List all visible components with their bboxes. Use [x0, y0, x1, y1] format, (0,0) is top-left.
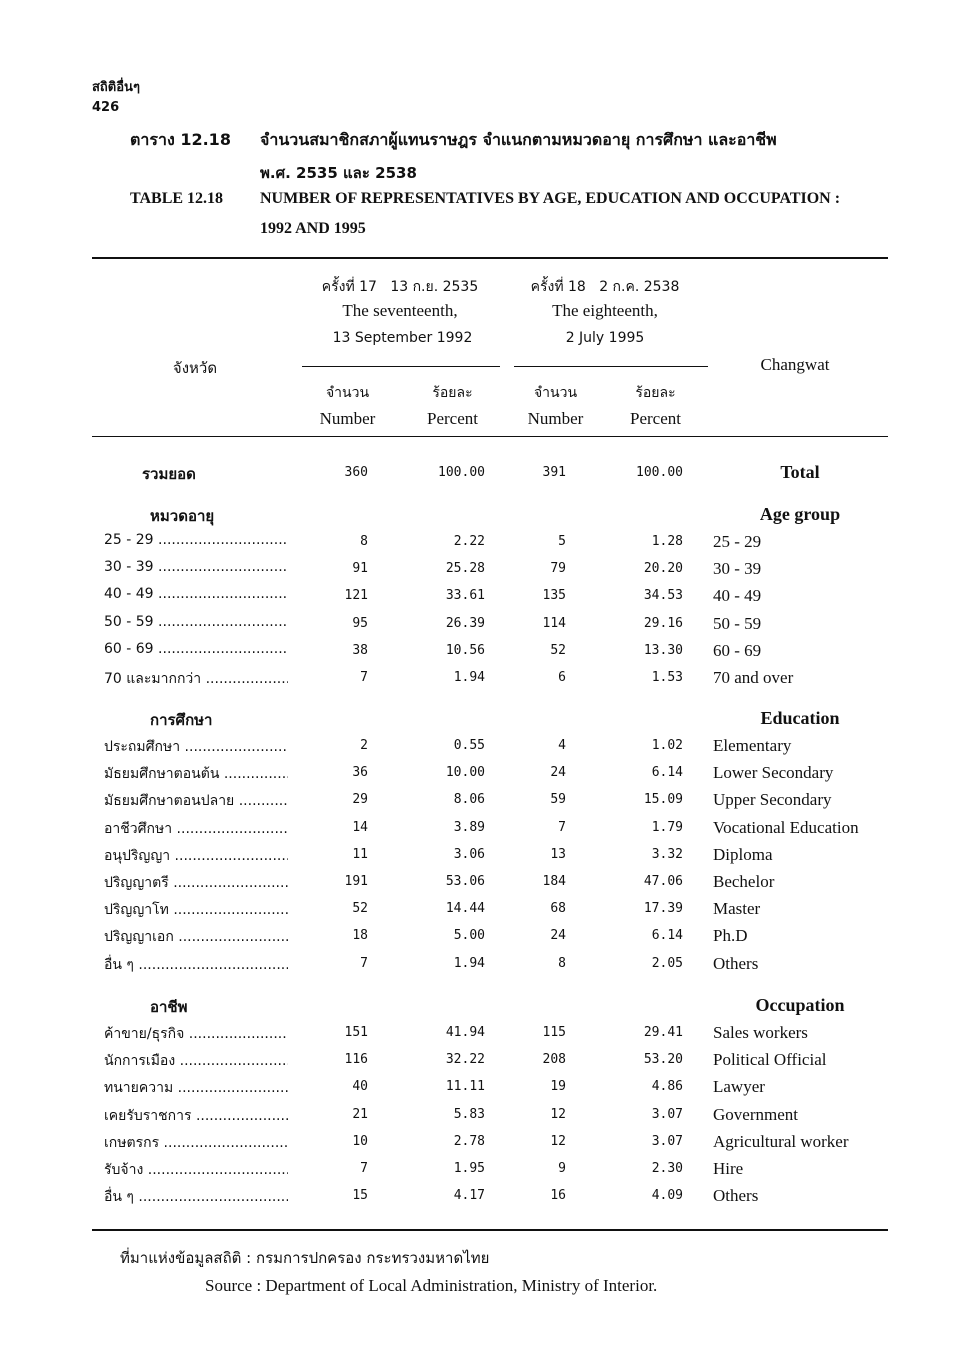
table-row: [0, 790, 966, 814]
table-top-rule: [92, 257, 888, 259]
row-label-thai: มัธยมศึกษาตอนต้น .....: [104, 763, 288, 785]
table-row: [0, 954, 966, 978]
number-1995-cell: 208: [542, 1052, 566, 1068]
percent-1995-cell: 4.09: [651, 1188, 683, 1204]
percent-1992-cell: 2.78: [453, 1133, 485, 1149]
number-1992-cell: 7: [360, 955, 368, 971]
table-row: [0, 899, 966, 923]
row-label-english: Vocational Education: [713, 817, 859, 837]
percent-1995-cell: 13.30: [643, 642, 683, 658]
number-1995-cell: 24: [550, 928, 566, 944]
percent-1995-cell: 20.20: [643, 561, 683, 577]
row-label-english: Elementary: [713, 736, 792, 755]
table-title-thai-line1: จำนวนสมาชิกสภาผู้แทนราษฎร จำแนกตามหมวดอายุ การศึกษา และอาชีพ: [260, 130, 777, 149]
section-title-english: Education: [760, 708, 840, 728]
table-row: [0, 532, 966, 556]
percent-1992-cell: 32.22: [445, 1052, 485, 1068]
number-1995-cell: 79: [550, 561, 566, 577]
percent-1995-cell: 6.14: [651, 765, 683, 781]
table-row: [0, 668, 966, 692]
number-1995-cell: 16: [550, 1188, 566, 1204]
row-label-english: 40 - 49: [713, 586, 762, 606]
row-label-thai: ปริญญาโท .....: [104, 899, 288, 921]
period2-english-header: The eighteenth,: [552, 301, 658, 320]
number-1992-cell: 15: [352, 1188, 368, 1204]
percent-1992-cell: 8.06: [453, 792, 485, 808]
percent2-thai-header: ร้อยละ: [635, 385, 676, 401]
row-label-thai: นักการเมือง .....: [104, 1050, 288, 1072]
row-label-thai: ค้าขาย/ธุรกิจ .....: [104, 1023, 288, 1045]
percent-1992-cell: 5.00: [453, 928, 485, 944]
number-1992-cell: 36: [352, 765, 368, 781]
row-label-english: Master: [713, 899, 761, 919]
row-label-thai: 60 - 69 .....: [104, 641, 288, 657]
table-row: [0, 559, 966, 583]
percent-1995-cell: 3.07: [651, 1106, 683, 1122]
percent-1995-cell: 2.30: [651, 1161, 683, 1176]
row-label-english: Lawyer: [713, 1077, 765, 1097]
row-label-thai: รับจ้าง .....: [104, 1159, 288, 1181]
table-row: [0, 1186, 966, 1210]
percent-1992-cell: 10.00: [445, 765, 485, 781]
percent-1995-cell: 29.41: [643, 1025, 683, 1040]
row-label-english: 60 - 69: [713, 640, 762, 660]
row-label-thai: 70 และมากกว่า .....: [104, 668, 288, 690]
period1-date-header: 13 September 1992: [332, 330, 473, 346]
percent-1995-cell: 3.07: [651, 1133, 683, 1149]
row-label-english: 70 and over: [713, 668, 794, 687]
section-header: [0, 708, 966, 732]
number-1995-cell: 4: [558, 738, 566, 753]
table-row: [0, 1023, 966, 1047]
percent-1992-cell: 3.06: [453, 846, 485, 862]
row-label-english: Others: [713, 953, 759, 973]
number-1995-cell: 12: [550, 1133, 566, 1149]
percent-1992-cell: 25.28: [445, 561, 485, 577]
total-label-thai: รวมยอด: [142, 465, 196, 483]
number-1992-cell: 151: [344, 1025, 368, 1040]
number-1995-cell: 24: [550, 765, 566, 781]
number-1995-cell: 68: [550, 901, 566, 917]
row-label-thai: อื่น ๆ .....: [104, 954, 288, 976]
percent-1992-cell: 41.94: [445, 1025, 485, 1040]
row-label-thai: 25 - 29 .....: [104, 532, 288, 548]
percent-1995-cell: 3.32: [651, 846, 683, 862]
percent-1995-cell: 1.28: [651, 534, 683, 549]
section-title-english: Age group: [759, 504, 841, 524]
row-label-thai: ปริญญาเอก .....: [104, 926, 288, 948]
percent2-english-header: Percent: [630, 409, 681, 428]
number-1992-cell: 11: [352, 846, 368, 862]
table-title-english-line2: 1992 AND 1995: [260, 220, 366, 237]
row-label-thai: 50 - 59 .....: [104, 614, 288, 630]
row-label-english: Government: [713, 1104, 798, 1124]
percent-1992-cell: 10.56: [445, 642, 485, 658]
section-title-thai: หมวดอายุ: [150, 507, 215, 525]
percent-1992-cell: 3.89: [453, 819, 485, 835]
number-1995-cell: 8: [558, 955, 566, 971]
number-1992-cell: 8: [360, 534, 368, 549]
number2-english-header: Number: [527, 409, 584, 428]
number-1992-cell: 2: [360, 738, 368, 753]
total-percent-1995: 100.00: [636, 465, 683, 480]
number1-english-header: Number: [319, 409, 376, 428]
percent-1992-cell: 1.94: [453, 955, 485, 971]
table-row: [0, 641, 966, 665]
number-1992-cell: 14: [352, 819, 368, 835]
section-title-thai: การศึกษา: [150, 711, 213, 729]
percent-1992-cell: 26.39: [445, 615, 485, 631]
number-1992-cell: 121: [344, 588, 368, 604]
row-label-english: Bechelor: [713, 872, 775, 891]
page-number: 426: [92, 100, 120, 115]
number-1992-cell: 91: [352, 561, 368, 577]
row-label-thai: มัธยมศึกษาตอนปลาย .....: [104, 790, 288, 812]
period1-thai-header: ครั้งที่ 17 13 ก.ย. 2535: [321, 279, 479, 295]
table-row: [0, 1132, 966, 1156]
row-label-thai: อาชีวศึกษา .....: [104, 818, 288, 840]
percent-1992-cell: 2.22: [453, 534, 485, 549]
total-number-1992: 360: [344, 465, 368, 480]
number-1995-cell: 19: [550, 1079, 566, 1095]
table-row: [0, 1159, 966, 1183]
percent-1995-cell: 6.14: [651, 928, 683, 944]
percent-1992-cell: 53.06: [445, 874, 485, 889]
province-english-header: Changwat: [760, 355, 830, 374]
number-1992-cell: 21: [352, 1106, 368, 1122]
percent-1995-cell: 4.86: [651, 1079, 683, 1095]
section-header: [0, 504, 966, 528]
percent-1995-cell: 53.20: [643, 1052, 683, 1068]
number-1992-cell: 52: [352, 901, 368, 917]
number-1995-cell: 13: [550, 846, 566, 862]
table-row: [0, 926, 966, 950]
row-label-thai: 30 - 39 .....: [104, 559, 288, 575]
percent1-thai-header: ร้อยละ: [432, 385, 473, 401]
number-1992-cell: 95: [352, 615, 368, 631]
row-label-thai: อื่น ๆ .....: [104, 1186, 288, 1208]
number-1995-cell: 52: [550, 642, 566, 658]
row-label-english: Sales workers: [713, 1023, 808, 1042]
number-1992-cell: 7: [360, 1161, 368, 1176]
number-1995-cell: 115: [542, 1025, 566, 1040]
table-number-thai: ตาราง 12.18: [130, 130, 231, 149]
percent1-english-header: Percent: [427, 409, 478, 428]
period1-english-header: The seventeenth,: [342, 301, 458, 320]
number-1995-cell: 184: [542, 874, 566, 889]
number-1992-cell: 18: [352, 928, 368, 944]
header-bottom-rule: [92, 436, 888, 437]
percent-1992-cell: 11.11: [445, 1079, 485, 1095]
row-label-thai: เกษตรกร .....: [104, 1132, 288, 1154]
table-row: [0, 818, 966, 842]
percent-1992-cell: 14.44: [445, 901, 485, 917]
row-label-thai: ทนายความ .....: [104, 1077, 288, 1099]
section-header: [0, 995, 966, 1019]
table-row: [0, 872, 966, 896]
number-1992-cell: 116: [344, 1052, 368, 1068]
source-note-thai: ที่มาแห่งข้อมูลสถิติ : กรมการปกครอง กระทรวงมหาดไทย: [120, 1249, 490, 1267]
percent-1995-cell: 2.05: [651, 955, 683, 971]
row-label-english: Upper Secondary: [713, 790, 832, 810]
table-row: [0, 845, 966, 869]
total-percent-1992: 100.00: [438, 465, 485, 480]
percent-1992-cell: 1.95: [453, 1161, 485, 1176]
running-title: สถิติอื่นๆ: [92, 80, 140, 95]
percent-1995-cell: 34.53: [643, 588, 683, 604]
row-label-thai: เคยรับราชการ .....: [104, 1105, 288, 1127]
number2-thai-header: จำนวน: [533, 385, 578, 401]
percent-1992-cell: 5.83: [453, 1106, 485, 1122]
number-1995-cell: 114: [542, 615, 566, 631]
row-label-english: Lower Secondary: [713, 763, 834, 783]
total-number-1995: 391: [542, 465, 566, 480]
period2-underline: [514, 366, 708, 367]
table-row: [0, 763, 966, 787]
section-title-thai: อาชีพ: [150, 998, 188, 1016]
number1-thai-header: จำนวน: [325, 385, 370, 401]
percent-1995-cell: 15.09: [643, 792, 683, 808]
row-label-english: Political Official: [713, 1050, 827, 1070]
period2-thai-header: ครั้งที่ 18 2 ก.ค. 2538: [530, 279, 680, 295]
row-label-english: Ph.D: [713, 926, 748, 946]
number-1992-cell: 40: [352, 1079, 368, 1095]
number-1992-cell: 29: [352, 792, 368, 808]
row-label-thai: อนุปริญญา .....: [104, 845, 288, 867]
period2-date-header: 2 July 1995: [565, 330, 645, 346]
number-1995-cell: 7: [558, 819, 566, 835]
row-label-english: Agricultural worker: [713, 1131, 849, 1151]
percent-1992-cell: 0.55: [453, 738, 485, 753]
number-1992-cell: 10: [352, 1133, 368, 1149]
row-label-english: Others: [713, 1186, 759, 1206]
table-row: [0, 1105, 966, 1129]
province-thai-header: จังหวัด: [172, 359, 218, 377]
table-title-thai-line2: พ.ศ. 2535 และ 2538: [260, 164, 417, 182]
percent-1992-cell: 33.61: [445, 588, 485, 604]
number-1992-cell: 191: [344, 874, 368, 889]
percent-1995-cell: 1.79: [651, 819, 683, 835]
table-title-english-line1: NUMBER OF REPRESENTATIVES BY AGE, EDUCATION AND OCCUPATION :: [260, 190, 841, 207]
table-row: [0, 586, 966, 610]
table-bottom-rule: [92, 1229, 888, 1231]
table-row: [0, 1077, 966, 1101]
number-1995-cell: 5: [558, 534, 566, 549]
number-1992-cell: 38: [352, 642, 368, 658]
table-row: [0, 614, 966, 638]
percent-1992-cell: 1.94: [453, 670, 485, 685]
row-label-thai: ประถมศึกษา .....: [104, 736, 288, 758]
percent-1995-cell: 29.16: [643, 615, 683, 631]
table-number-english: TABLE 12.18: [130, 190, 224, 207]
number-1995-cell: 135: [542, 588, 566, 604]
number-1995-cell: 9: [558, 1161, 566, 1176]
number-1995-cell: 59: [550, 792, 566, 808]
total-row: [0, 462, 966, 486]
row-label-english: 25 - 29: [713, 532, 762, 551]
percent-1995-cell: 17.39: [643, 901, 683, 917]
source-note-english: Source : Department of Local Administration, Ministry of Interior.: [205, 1276, 658, 1295]
table-row: [0, 1050, 966, 1074]
percent-1992-cell: 4.17: [453, 1188, 485, 1204]
percent-1995-cell: 47.06: [643, 874, 683, 889]
table-row: [0, 736, 966, 760]
row-label-english: Hire: [713, 1159, 744, 1178]
percent-1995-cell: 1.02: [651, 738, 683, 753]
number-1995-cell: 6: [558, 670, 566, 685]
row-label-thai: 40 - 49 .....: [104, 586, 288, 602]
number-1995-cell: 12: [550, 1106, 566, 1122]
row-label-english: 30 - 39: [713, 559, 762, 579]
number-1992-cell: 7: [360, 670, 368, 685]
row-label-thai: ปริญญาตรี .....: [104, 872, 288, 894]
section-title-english: Occupation: [755, 995, 845, 1015]
percent-1995-cell: 1.53: [651, 670, 683, 685]
period1-underline: [302, 366, 500, 367]
row-label-english: 50 - 59: [713, 613, 762, 633]
row-label-english: Diploma: [713, 844, 773, 864]
total-label-english: Total: [780, 462, 820, 482]
